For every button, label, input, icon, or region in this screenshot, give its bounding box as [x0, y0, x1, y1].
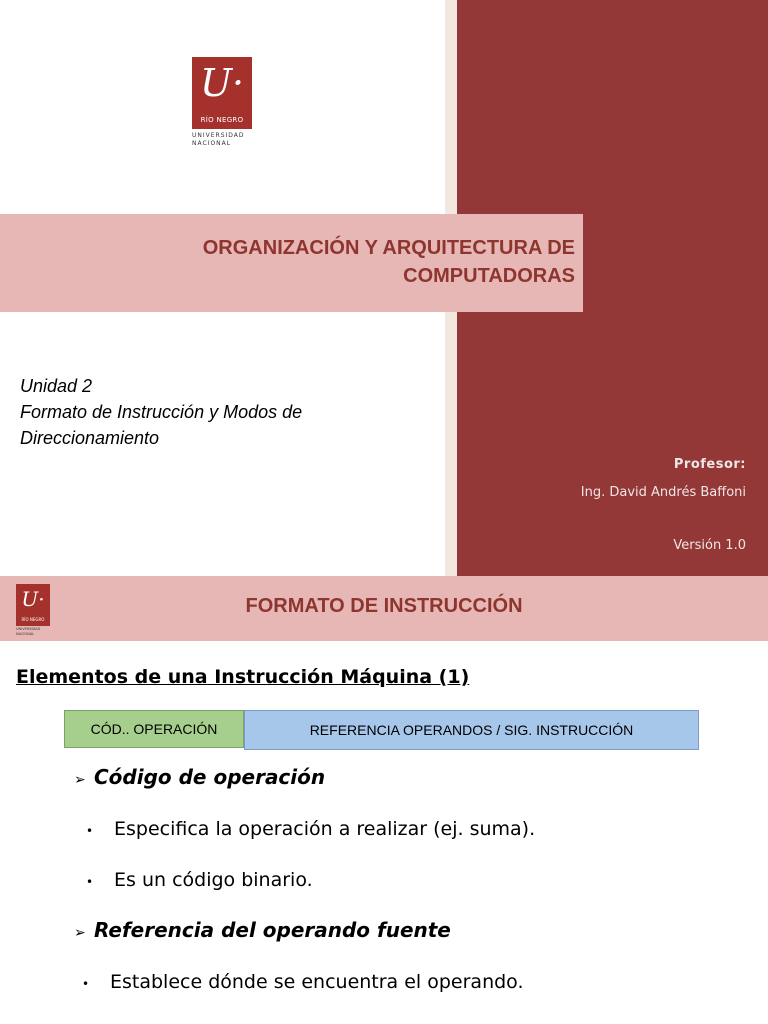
logo-small-caption-line1: UNIVERSIDAD: [16, 627, 41, 631]
section-opcode-title: Código de operación: [94, 765, 326, 789]
section-heading: Elementos de una Instrucción Máquina (1): [16, 666, 470, 688]
bullet-icon: •: [86, 875, 94, 889]
bullet-icon: •: [86, 824, 94, 838]
logo-small-brand: RÍO NEGRO: [21, 617, 45, 622]
version-label: Versión 1.0: [673, 538, 746, 553]
course-title-line2: COMPUTADORAS: [403, 265, 575, 287]
slide-title: FORMATO DE INSTRUCCIÓN: [245, 595, 523, 617]
title-band: [0, 214, 583, 312]
opcode-box: CÓD.. OPERACIÓN: [64, 710, 244, 748]
professor-label: Profesor:: [673, 457, 746, 472]
content-slide: [0, 576, 768, 1024]
course-title: [203, 234, 575, 290]
logo-small-caption-line2: NACIONAL: [16, 632, 35, 636]
list-item-text: Es un código binario.: [114, 869, 313, 891]
arrow-bullet-icon: ➢: [74, 925, 86, 941]
list-item: [86, 867, 313, 895]
section-opcode: [74, 764, 325, 793]
bullet-icon: •: [82, 977, 90, 991]
arrow-bullet-icon: ➢: [74, 772, 86, 788]
list-item: [86, 816, 535, 844]
operand-reference-box: REFERENCIA OPERANDOS / SIG. INSTRUCCIÓN: [244, 710, 699, 750]
list-item-text: Especifica la operación a realizar (ej. suma).: [114, 818, 536, 840]
professor-name: Ing. David Andrés Baffoni: [580, 485, 746, 500]
logo-small-letter: U·: [21, 587, 45, 611]
unit-line1: Unidad 2: [20, 376, 93, 396]
unit-subtitle: [20, 373, 420, 451]
university-logo: [192, 57, 252, 129]
logo-caption-line1: UNIVERSIDAD: [192, 132, 245, 139]
logo-caption-line2: NACIONAL: [192, 140, 232, 147]
section-source-operand-title: Referencia del operando fuente: [94, 918, 451, 942]
logo-brand: RÍO NEGRO: [200, 116, 244, 124]
list-item-text: Establece dónde se encuentra el operando.: [110, 971, 524, 993]
logo-small-caption: [16, 627, 56, 637]
unit-line2: Formato de Instrucción y Modos de: [20, 402, 303, 422]
logo-caption: [192, 132, 262, 148]
course-title-line1: ORGANIZACIÓN Y ARQUITECTURA DE: [202, 237, 575, 259]
section-source-operand: [74, 917, 451, 946]
list-item: [82, 969, 524, 997]
unit-line3: Direccionamiento: [20, 428, 160, 448]
header-band: [0, 576, 768, 641]
logo-letter: U·: [199, 61, 245, 105]
